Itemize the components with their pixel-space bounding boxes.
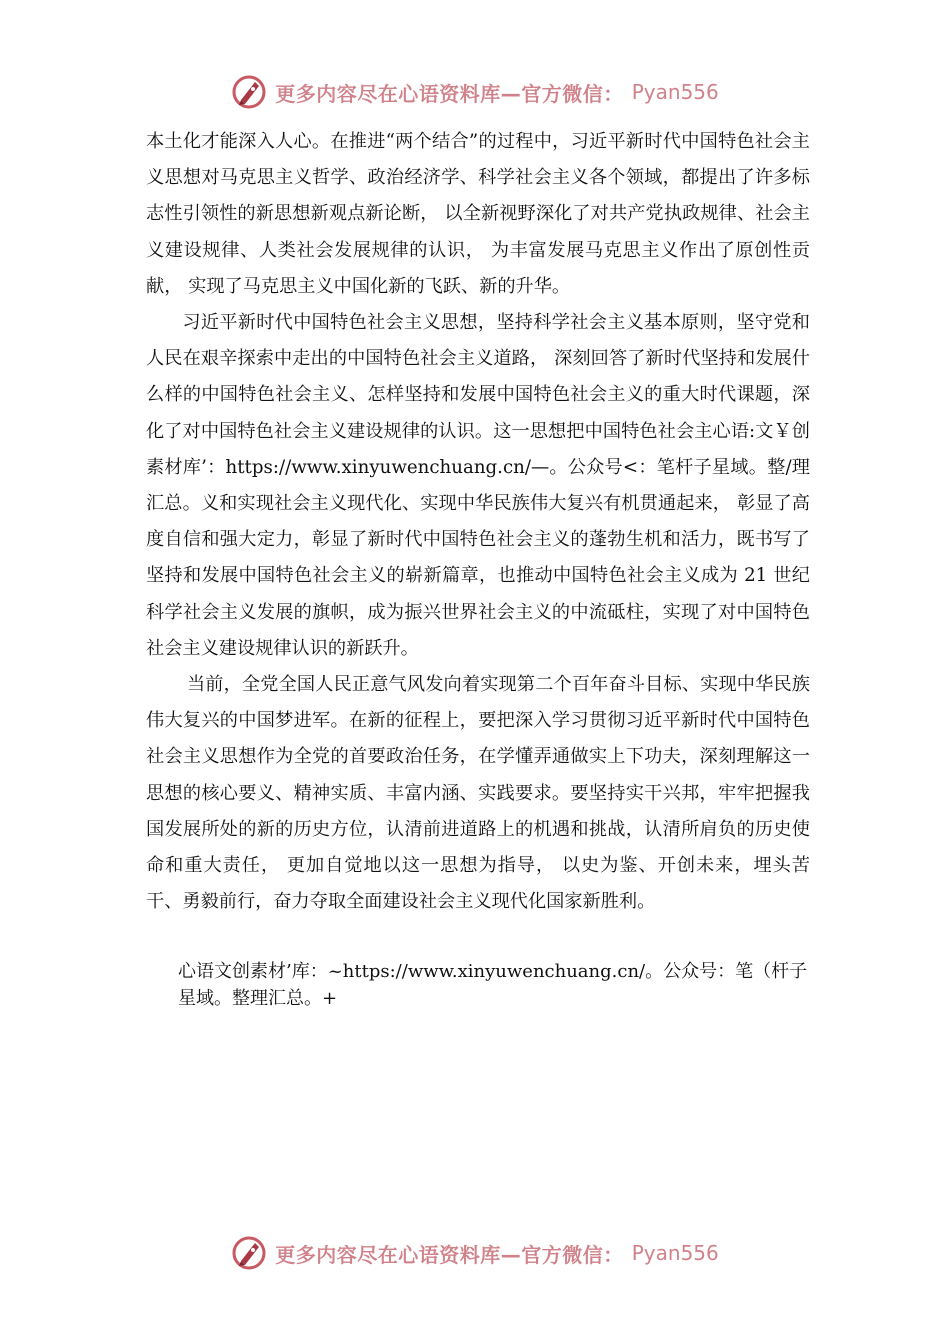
paragraph-1: 本土化才能深入人心。在推进“两个结合”的过程中，习近平新时代中国特色社会主义思想对马克思主义哲学、政治经济学、科学社会主义各个领域，都提出了许多标志性引领性的新思想新观点新论断， 以全新视野深化了对共产党执政规律、社会主义建设规律、人类社会发展规律的认识， 为丰富发展马克思主义作出了原创性贡献， 实现了马克思主义中国化新的飞跃、新的升华。	[146, 131, 810, 297]
banner-wechat-id: Pyan556	[631, 80, 719, 104]
paragraph-3: 当前，全党全国人民正意气风发向着实现第二个百年奋斗目标、实现中华民族伟大复兴的中国梦进军。在新的征程上，要把深入学习贯彻习近平新时代中国特色社会主义思想作为全党的首要政治任务，在学懂弄通做实上下功夫，深刻理解这一思想的核心要义、精神实质、丰富内涵、实践要求。要坚持实干兴邦，牢牢把握我国发展所处的新的历史方位，认清前进道路上的机遇和挑战，认清所肩负的历史使命和重大责任， 更加自觉地以这一思想为指导， 以史为鉴、开创未来，埋头苦干、勇毅前行，奋力夺取全面建设社会主义现代化国家新胜利。	[146, 674, 810, 913]
banner-wechat-id: Pyan556	[631, 1241, 719, 1265]
footer-banner	[0, 1231, 950, 1275]
header-banner	[0, 70, 950, 114]
paragraph-2: 习近平新时代中国特色社会主义思想，坚持科学社会主义基本原则，坚守党和人民在艰辛探索中走出的中国特色社会主义道路， 深刻回答了新时代坚持和发展什么样的中国特色社会主义、怎样坚持和发展中国特色社会主义的重大时代课题，深化了对中国特色社会主义建设规律的认识。这一思想把中国特色社会主心语:文￥创素材库’：https://www.xinyuwenchuang.cn/—。公众号<：笔杆子星域。整/理汇总。义和实现社会主义现代化、实现中华民族伟大复兴有机贯通起来， 彰显了高度自信和强大定力，彰显了新时代中国特色社会主义的蓬勃生机和活力，既书写了坚持和发展中国特色社会主义的崭新篇章，也推动中国特色社会主义成为 21 世纪科学社会主义发展的旗帜，成为振兴世界社会主义的中流砥柱，实现了对中国特色社会主义建设规律认识的新跃升。	[146, 312, 810, 659]
footer-note: 心语文创素材’库：~https://www.xinyuwenchuang.cn/。公众号：笔（杆子星域。整理汇总。+	[178, 961, 808, 1009]
pen-circle-logo-icon	[231, 1235, 267, 1271]
banner-text: 更多内容尽在心语资料库—官方微信：	[275, 1242, 624, 1267]
document-body	[146, 124, 810, 920]
banner-text: 更多内容尽在心语资料库—官方微信：	[275, 81, 624, 106]
pen-circle-logo-icon	[231, 74, 267, 110]
